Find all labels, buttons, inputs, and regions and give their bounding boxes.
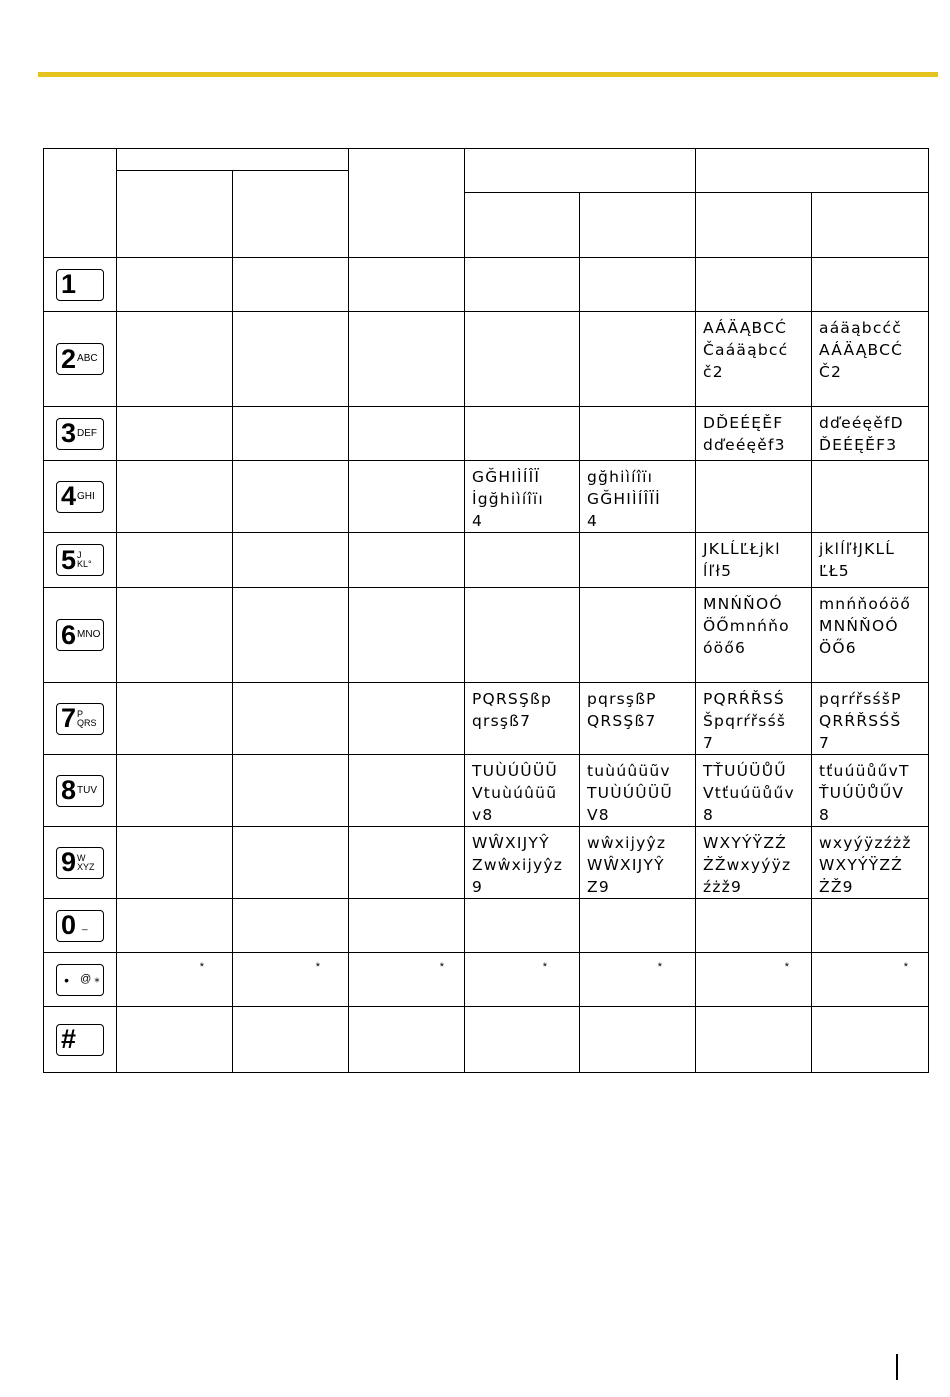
key-0-icon: 0 _: [56, 910, 104, 942]
key-4-icon: 4 GHI: [56, 481, 104, 513]
chars-8-c4: TUÙÚÛÜŨ Vtuùúûüũ v8: [472, 762, 558, 824]
key-3-icon: 3 DEF: [56, 418, 104, 450]
star-mark: *: [657, 961, 662, 973]
header-group-1: [117, 149, 349, 171]
table-row: [44, 588, 929, 683]
chars-5-c7: jklĺľłJKLĹ ĽŁ5: [819, 540, 896, 580]
table-row: [44, 683, 929, 755]
chars-9-c4: WŴXIJYŶ Zwŵxijyŷz 9: [472, 834, 564, 896]
star-mark: *: [542, 961, 547, 973]
key-2-icon: 2 ABC: [56, 343, 104, 375]
chars-7-c4: PQRSŞßp qrsşß7: [472, 690, 552, 730]
header-accent-bar: [38, 72, 938, 77]
table-row: [44, 533, 929, 588]
header-col-7: [812, 193, 929, 258]
header-group-3: [696, 149, 929, 193]
chars-4-c5: gğhiìíîïı GĞHIÌÍÎÏİ 4: [587, 468, 661, 530]
chars-7-c7: pqrŕřsśšP QRŔŘSŚŠ 7: [819, 690, 902, 752]
chars-8-c6: TŤUÚÜŮŰ Vtťuúüůűv 8: [703, 762, 795, 824]
chars-5-c6: JKLĹĽŁjkl ĺľł5: [703, 540, 781, 580]
chars-9-c7: wxyýÿzźżž WXYÝŸZŹ ŻŽ9: [819, 834, 912, 896]
key-hash-icon: #: [56, 1024, 104, 1056]
header-col-5: [580, 193, 696, 258]
star-mark: *: [439, 961, 444, 973]
character-table: [43, 148, 929, 1073]
chars-6-c6: MNŃŇOÓ ÖŐmnńňo óöő6: [703, 595, 790, 657]
header-col-1: [117, 171, 233, 258]
key-7-icon: 7 P QRS: [56, 703, 104, 735]
key-8-icon: 8 TUV: [56, 775, 104, 807]
key-9-icon: 9 W XYZ: [56, 847, 104, 879]
chars-8-c7: tťuúüůűvT ŤUÚÜŮŰV 8: [819, 762, 910, 824]
chars-7-c6: PQRŔŘSŚ Špqrŕřsśš 7: [703, 690, 787, 752]
key-6-icon: 6 MNO: [56, 619, 104, 651]
header-col-2: [233, 171, 349, 258]
star-mark: *: [199, 961, 204, 973]
chars-9-c5: wŵxijyŷz WŴXIJYŶ Z9: [587, 834, 667, 896]
chars-2-c6: AÁÄĄBCĆ Čaáäąbcć č2: [703, 319, 789, 381]
chars-8-c5: tuùúûüũv TUÙÚÛÜŨ V8: [587, 762, 673, 824]
star-mark: *: [315, 961, 320, 973]
header-group-2: [465, 149, 696, 193]
table-row: [44, 461, 929, 533]
table-row: [44, 1007, 929, 1073]
header-key: [44, 149, 117, 258]
chars-4-c4: GĞHIÌÍÎÏ İgğhiìíîïı 4: [472, 468, 544, 530]
header-col-6: [696, 193, 812, 258]
chars-3-c6: DĎEÉĘĚF dďeéęěf3: [703, 414, 786, 454]
key-1-icon: 1: [56, 269, 104, 301]
table-row: [44, 899, 929, 953]
header-col-4: [465, 193, 580, 258]
chars-7-c5: pqrsşßP QRSŞß7: [587, 690, 657, 730]
header-col-3: [349, 149, 465, 258]
key-star-icon: • @ ⁎: [56, 964, 104, 996]
table-row: [44, 755, 929, 827]
star-mark: *: [903, 961, 908, 973]
star-mark: *: [784, 961, 789, 973]
chars-3-c7: dďeéęěfD ĎEÉĘĚF3: [819, 414, 904, 454]
table-row: [44, 953, 929, 1007]
table-row: [44, 312, 929, 407]
table-row: [44, 827, 929, 899]
chars-9-c6: WXYÝŸZŹ ŻŽwxyýÿz źżž9: [703, 834, 792, 896]
chars-6-c7: mnńňoóöő MNŃŇOÓ ÖŐ6: [819, 595, 912, 657]
table-row: [44, 407, 929, 461]
key-5-icon: 5 J KL°: [56, 544, 104, 576]
table-row: [44, 258, 929, 312]
page-marker-bar: [896, 1354, 898, 1380]
chars-2-c7: aáäąbcćč AÁÄĄBCĆ Č2: [819, 319, 904, 381]
